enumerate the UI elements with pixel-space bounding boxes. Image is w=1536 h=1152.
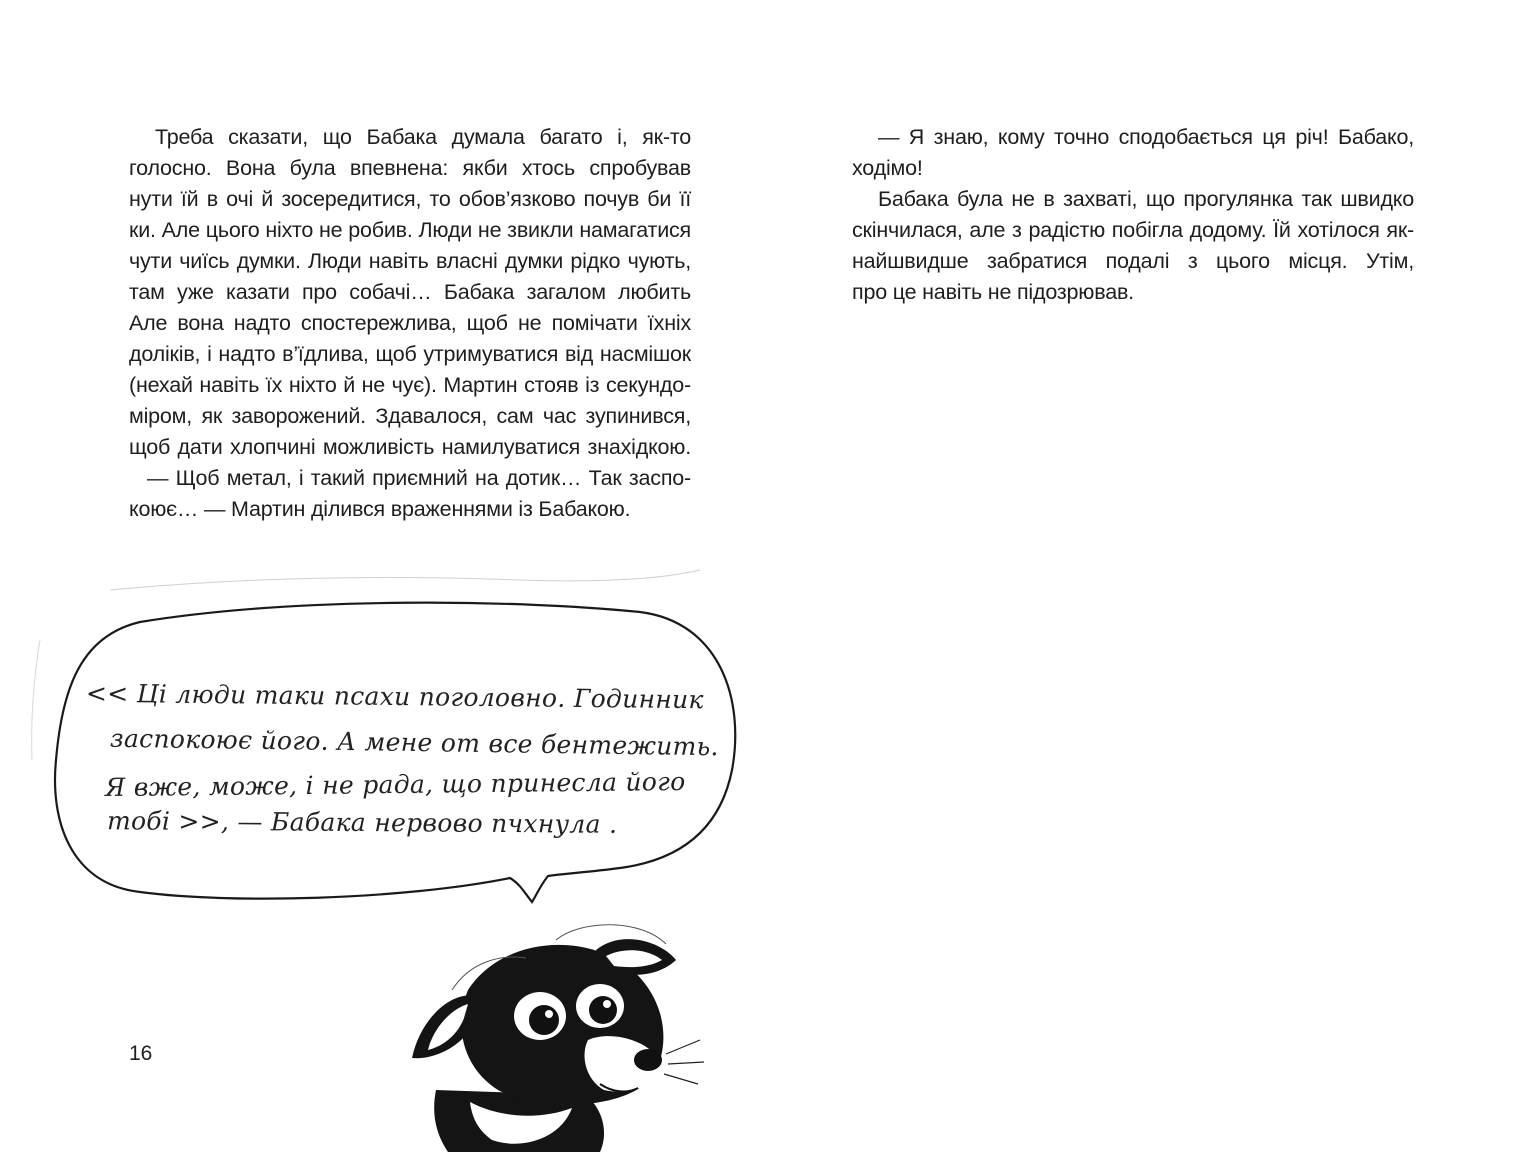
text-line: там уже казати про собачі… Бабака загалом любить — [129, 280, 691, 304]
speech-bubble-line: << Ці люди таки псахи поголовно. Годинник — [85, 678, 704, 715]
text-line: Треба сказати, що Бабака думала багато і, як-то — [155, 125, 691, 149]
text-line: — Я знаю, кому точно сподобається ця річ! Бабако, — [878, 125, 1414, 149]
dog-illustration — [0, 560, 768, 1152]
text-line: голосно. Вона була впевнена: якби хтось спробував — [129, 156, 691, 180]
text-line: Бабака була не в захваті, що прогулянка так швидко — [878, 187, 1414, 211]
text-line: ходімо! — [852, 156, 923, 180]
text-line: ки. Але цього ніхто не робив. Люди не звикли намагатися — [129, 218, 691, 242]
text-line: скінчилася, але з радістю побігла додому. Їй хотілося як- — [852, 218, 1414, 242]
text-line: доліків, і надто в’їдлива, щоб утримуватися від насмішок — [129, 342, 691, 366]
right-page-text — [852, 122, 1414, 308]
text-line: нути їй в очі й зосередитися, то обов’язково почув би її — [129, 187, 691, 211]
text-line: — Щоб метал, і такий приємний на дотик… Так заспо- — [147, 466, 691, 490]
left-page-text — [129, 122, 691, 525]
text-line: чути чиїсь думки. Люди навіть власні думки рідко чують, — [129, 249, 691, 273]
text-line: найшвидше забратися подалі з цього місця. Утім, — [852, 249, 1414, 273]
speech-bubble-line: тобі >>, — Бабака нервово пчхнула . — [106, 806, 618, 839]
speech-bubble-line: Я вже, може, і не рада, що принесла його — [104, 766, 686, 803]
text-line: щоб дати хлопчині можливість намилуватися знахідкою. — [129, 435, 691, 459]
text-line: Але вона надто спостережлива, щоб не помічати їхніх — [129, 311, 691, 335]
page-number: 16 — [129, 1042, 153, 1065]
text-line: коює… — Мартин ділився враженнями із Бабакою. — [129, 497, 631, 521]
speech-bubble-line: заспокоює його. А мене от все бентежить. — [109, 723, 719, 762]
text-line: про це навіть не підозрював. — [852, 280, 1134, 304]
text-line: міром, як заворожений. Здавалося, сам час зупинився, — [129, 404, 691, 428]
text-line: (нехай навіть їх ніхто й не чує). Мартин стояв із секундо- — [129, 373, 691, 397]
